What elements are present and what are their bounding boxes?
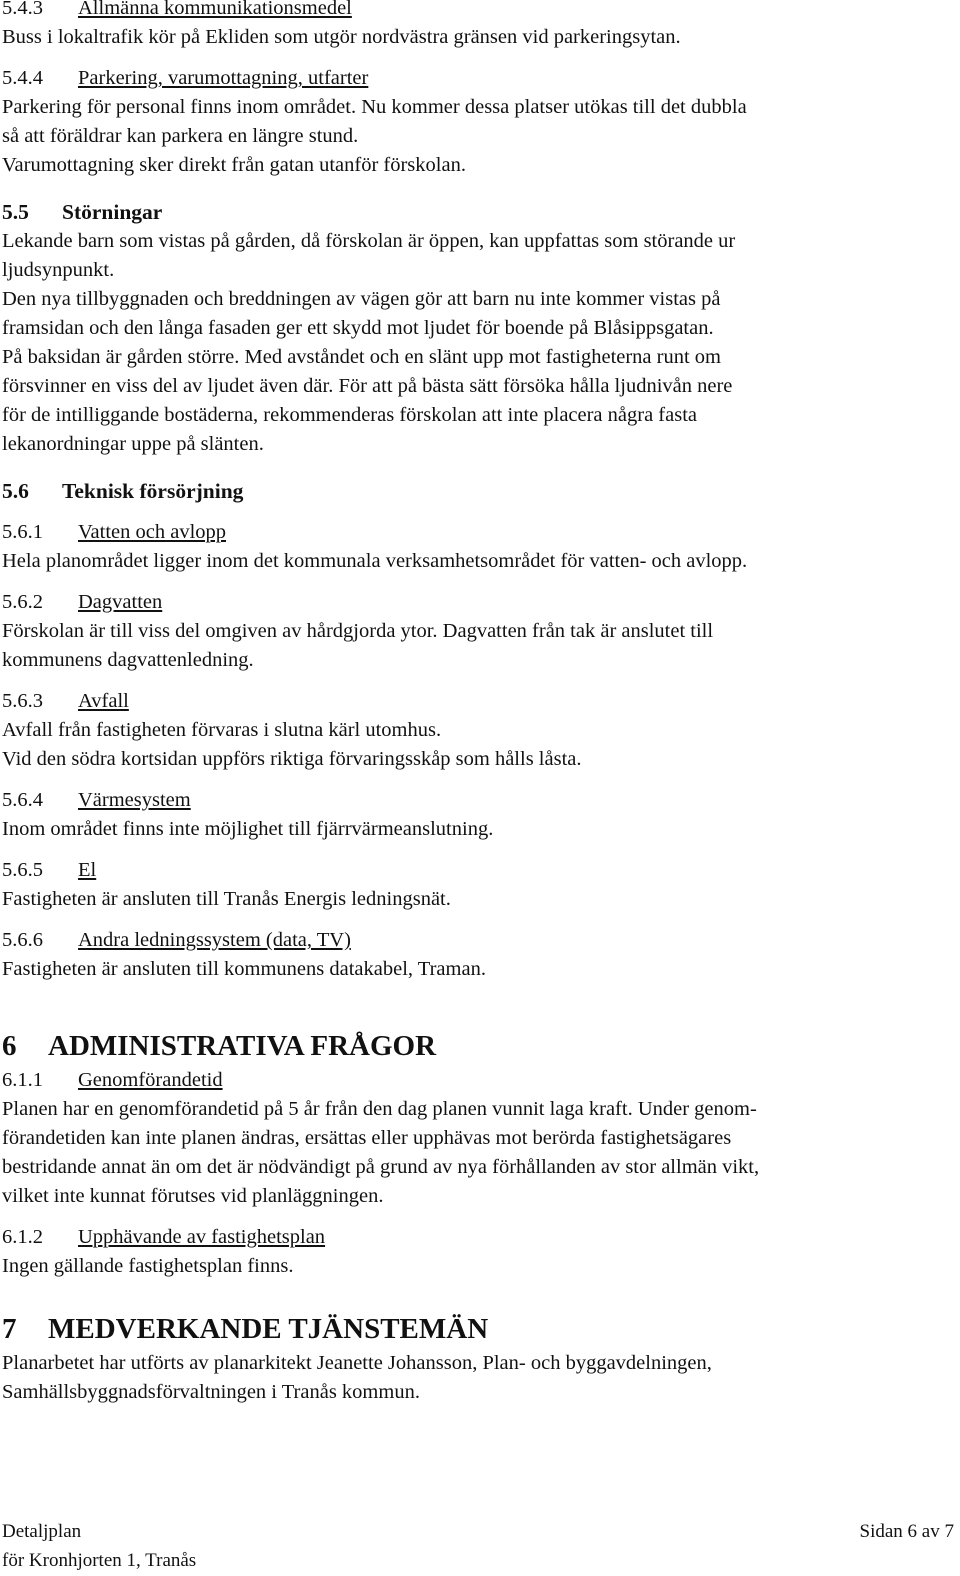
paragraph-line: förandetiden kan inte planen ändras, ersättas eller upphävas mot berörda fastighetsägares xyxy=(2,1127,732,1149)
paragraph-line: Förskolan är till viss del omgiven av hårdgjorda ytor. Dagvatten från tak är anslutet till xyxy=(2,620,714,642)
heading-5-6-4: 5.6.4 Värmesystem xyxy=(2,789,191,811)
document-page xyxy=(2,0,952,1407)
page-footer xyxy=(2,1517,954,1575)
heading-5-4-4: 5.4.4 Parkering, varumottagning, utfarter xyxy=(2,67,369,89)
paragraph-line: lekanordningar uppe på slänten. xyxy=(2,433,264,455)
paragraph-line: Planen har en genomförandetid på 5 år från den dag planen vunnit laga kraft. Under genom- xyxy=(2,1098,757,1120)
paragraph-line: Fastigheten är ansluten till Tranås Energis ledningsnät. xyxy=(2,888,451,910)
paragraph-line: På baksidan är gården större. Med avståndet och en slänt upp mot fastigheterna runt om xyxy=(2,346,722,368)
paragraph-line: Lekande barn som vistas på gården, då förskolan är öppen, kan uppfattas som störande ur xyxy=(2,230,736,252)
heading-5-5: 5.5 Störningar xyxy=(2,200,163,224)
paragraph-line: Ingen gällande fastighetsplan finns. xyxy=(2,1255,294,1277)
paragraph-line: Den nya tillbyggnaden och breddningen av vägen gör att barn nu inte kommer vistas på xyxy=(2,288,721,310)
heading-5-6: 5.6 Teknisk försörjning xyxy=(2,479,244,503)
paragraph-line: Vid den södra kortsidan uppförs riktiga förvaringsskåp som hålls låsta. xyxy=(2,748,582,770)
paragraph-line: vilket inte kunnat förutses vid planläggningen. xyxy=(2,1185,384,1207)
paragraph-line: försvinner en viss del av ljudet även där. För att på bästa sätt försöka hålla ljudnivån nere xyxy=(2,375,733,397)
paragraph-line: för de intilliggande bostäderna, rekommenderas förskolan att inte placera några fasta xyxy=(2,404,698,426)
paragraph-line: Planarbetet har utförts av planarkitekt Jeanette Johansson, Plan- och byggavdelningen, xyxy=(2,1352,712,1374)
paragraph-line: ljudsynpunkt. xyxy=(2,259,115,281)
paragraph-line: Samhällsbyggnadsförvaltningen i Tranås kommun. xyxy=(2,1381,420,1403)
footer-doc-type: Detaljplan xyxy=(2,1521,82,1542)
paragraph-line: Avfall från fastigheten förvaras i slutna kärl utomhus. xyxy=(2,719,442,741)
heading-5-6-6: 5.6.6 Andra ledningssystem (data, TV) xyxy=(2,929,351,951)
heading-5-6-1: 5.6.1 Vatten och avlopp xyxy=(2,521,227,543)
paragraph-line: bestridande annat än om det är nödvändigt på grund av nya förhållanden av stor allmän vikt, xyxy=(2,1156,760,1178)
heading-6-1-1: 6.1.1 Genomförandetid xyxy=(2,1069,223,1091)
paragraph-line: Buss i lokaltrafik kör på Ekliden som utgör nordvästra gränsen vid parkeringsytan. xyxy=(2,26,681,48)
heading-7: 7 MEDVERKANDE TJÄNSTEMÄN xyxy=(2,1313,489,1345)
heading-5-6-5: 5.6.5 El xyxy=(2,859,97,881)
heading-5-4-3: 5.4.3 Allmänna kommunikationsmedel xyxy=(2,0,352,19)
paragraph-line: kommunens dagvattenledning. xyxy=(2,649,254,671)
heading-5-6-2: 5.6.2 Dagvatten xyxy=(2,591,163,613)
paragraph-line: Parkering för personal finns inom området. Nu kommer dessa platser utökas till det dubbla xyxy=(2,96,747,118)
footer-page-number: Sidan 6 av 7 xyxy=(859,1521,954,1542)
paragraph-line: så att föräldrar kan parkera en längre stund. xyxy=(2,125,359,147)
paragraph-line: Varumottagning sker direkt från gatan utanför förskolan. xyxy=(2,154,466,176)
paragraph-line: Fastigheten är ansluten till kommunens datakabel, Traman. xyxy=(2,958,486,980)
paragraph-line: Hela planområdet ligger inom det kommunala verksamhetsområdet för vatten- och avlopp. xyxy=(2,550,748,572)
paragraph-line: framsidan och den långa fasaden ger ett skydd mot ljudet för boende på Blåsippsgatan. xyxy=(2,317,714,339)
paragraph-line: Inom området finns inte möjlighet till fjärrvärmeanslutning. xyxy=(2,818,494,840)
heading-6-1-2: 6.1.2 Upphävande av fastighetsplan xyxy=(2,1226,326,1248)
heading-5-6-3: 5.6.3 Avfall xyxy=(2,690,129,712)
footer-property: för Kronhjorten 1, Tranås xyxy=(2,1550,197,1571)
heading-6: 6 ADMINISTRATIVA FRÅGOR xyxy=(2,1030,437,1062)
